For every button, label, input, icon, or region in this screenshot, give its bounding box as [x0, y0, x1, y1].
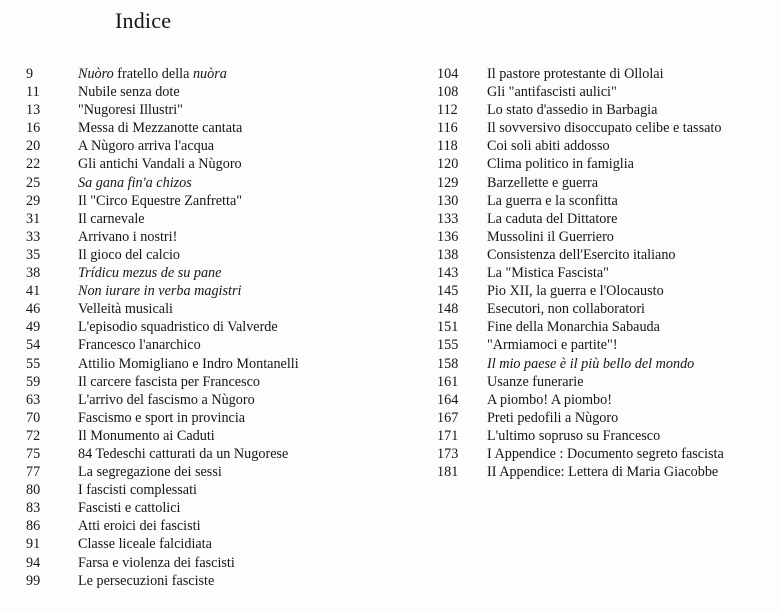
chapter-title-part: La caduta del Dittatore	[487, 210, 618, 227]
chapter-title-part: Classe liceale falcidiata	[78, 536, 212, 553]
chapter-title-part: Il Monumento ai Caduti	[78, 427, 215, 444]
chapter-title-part: I Appendice : Documento segreto fascista	[487, 445, 724, 462]
chapter-title	[487, 264, 609, 282]
chapter-title-part: Il mio paese è il più bello del mondo	[487, 355, 695, 372]
chapter-title	[78, 517, 201, 535]
chapter-title	[487, 137, 610, 155]
chapter-title-part: Il carcere fascista per Francesco	[78, 373, 260, 390]
chapter-title-part: Il pastore protestante di Ollolai	[487, 66, 664, 82]
page-number: 77	[26, 464, 41, 481]
toc-column-left	[26, 65, 416, 590]
toc-entry	[437, 246, 777, 264]
chapter-title	[487, 192, 618, 210]
chapter-title-part: Il sovversivo disoccupato celibe e tassato	[487, 120, 722, 137]
page-number: 20	[26, 138, 41, 155]
chapter-title-part: Farsa e violenza dei fascisti	[78, 554, 235, 571]
page-number: 120	[437, 156, 459, 173]
chapter-title	[487, 300, 645, 318]
page-title: Indice	[115, 8, 172, 33]
page-number: 143	[437, 265, 459, 282]
toc-entry	[437, 355, 777, 373]
page-number: 70	[26, 409, 41, 426]
chapter-title	[78, 355, 299, 373]
toc-entry	[437, 228, 777, 246]
chapter-title	[78, 228, 177, 246]
toc-entry	[26, 336, 416, 354]
chapter-title-part: La segregazione dei sessi	[78, 464, 222, 481]
chapter-title	[78, 119, 242, 137]
toc-entry	[437, 192, 777, 210]
toc-entry	[437, 373, 777, 391]
chapter-title-part: Gli "antifascisti aulici"	[487, 84, 617, 101]
toc-entry	[437, 391, 777, 409]
toc-entry	[437, 282, 777, 300]
chapter-title-part: Fascismo e sport in provincia	[78, 409, 246, 426]
chapter-title-part: Non iurare in verba magistri	[78, 283, 242, 300]
chapter-title	[78, 373, 260, 391]
chapter-title	[78, 445, 288, 463]
page-number: 112	[437, 102, 458, 119]
chapter-title-part: Mussolini il Guerriero	[487, 228, 614, 245]
chapter-title	[78, 409, 245, 427]
toc-entry	[26, 282, 416, 300]
toc-entry	[437, 318, 777, 336]
page-number: 72	[26, 427, 41, 444]
page-number: 11	[26, 84, 40, 101]
page-number: 55	[26, 355, 41, 372]
toc-entry	[26, 65, 416, 83]
chapter-title	[78, 137, 214, 155]
page-number: 33	[26, 228, 41, 245]
page-number: 41	[26, 283, 41, 300]
toc-entry	[26, 427, 416, 445]
chapter-title-part: La "Mistica Fascista"	[487, 265, 609, 282]
chapter-title	[78, 481, 197, 499]
chapter-title-part: Gli antichi Vandali a Nùgoro	[78, 156, 242, 173]
chapter-title-part: Trídicu mezus de su pane	[78, 265, 222, 282]
chapter-title	[78, 300, 173, 318]
toc-entry	[437, 155, 777, 173]
chapter-title-part: Lo stato d'assedio in Barbagia	[487, 102, 658, 119]
toc-entry	[437, 300, 777, 318]
chapter-title	[487, 246, 676, 264]
toc-entry	[437, 101, 777, 119]
chapter-title-part: Pio XII, la guerra e l'Olocausto	[487, 283, 664, 300]
page-number: 171	[437, 427, 459, 444]
chapter-title	[487, 210, 617, 228]
page-number: 54	[26, 337, 41, 354]
toc-entry	[26, 535, 416, 553]
chapter-title	[487, 409, 618, 427]
chapter-title-part: La guerra e la sconfitta	[487, 192, 618, 209]
toc-entry	[26, 517, 416, 535]
chapter-title	[78, 155, 242, 173]
toc-column-right	[437, 65, 777, 481]
page-number: 94	[26, 554, 41, 571]
toc-entry	[26, 463, 416, 481]
chapter-title-part: Il "Circo Equestre Zanfretta"	[78, 192, 243, 209]
chapter-title	[487, 355, 694, 373]
chapter-title-part: II Appendice: Lettera di Maria Giacobbe	[487, 464, 719, 481]
page-number: 49	[26, 319, 41, 336]
page-number: 86	[26, 518, 41, 535]
chapter-title-part: Fascisti e cattolici	[78, 500, 181, 517]
chapter-title	[78, 336, 201, 354]
page-number: 38	[26, 265, 41, 282]
toc-entry	[26, 300, 416, 318]
page-number: 164	[437, 391, 459, 408]
page-number: 130	[437, 192, 459, 209]
toc-entry	[437, 65, 777, 83]
chapter-title	[487, 373, 584, 391]
chapter-title-part: Attilio Momigliano e Indro Montanelli	[78, 355, 299, 372]
page-number: 35	[26, 246, 41, 263]
page-number: 75	[26, 445, 41, 462]
toc-entry	[26, 119, 416, 137]
toc-entry	[437, 119, 777, 137]
chapter-title-part: Esecutori, non collaboratori	[487, 301, 645, 318]
chapter-title-part: Francesco l'anarchico	[78, 337, 201, 354]
page-number: 16	[26, 120, 41, 137]
chapter-title	[78, 192, 242, 210]
toc-entry	[437, 210, 777, 228]
page-number: 83	[26, 500, 41, 517]
page-number: 118	[437, 138, 458, 155]
page-number: 13	[26, 102, 41, 119]
page-number: 138	[437, 246, 459, 263]
chapter-title	[78, 463, 222, 481]
page-number: 133	[437, 210, 459, 227]
page-number: 158	[437, 355, 459, 372]
toc-entry	[26, 355, 416, 373]
chapter-title-part: Le persecuzioni fasciste	[78, 572, 215, 589]
chapter-title	[78, 554, 235, 572]
chapter-title-part: Il carnevale	[78, 210, 145, 227]
chapter-title-part: Barzellette e guerra	[487, 174, 599, 191]
chapter-title-part: Messa di Mezzanotte cantata	[78, 120, 243, 137]
page-number: 181	[437, 464, 459, 481]
chapter-title	[487, 427, 660, 445]
page-number: 80	[26, 482, 41, 499]
toc-entry	[26, 499, 416, 517]
page-number: 9	[26, 66, 34, 82]
chapter-title-part: Velleità musicali	[78, 301, 173, 318]
chapter-title	[487, 174, 598, 192]
chapter-title	[78, 535, 212, 553]
chapter-title-part: A Nùgoro arriva l'acqua	[78, 138, 215, 155]
chapter-title	[487, 391, 612, 409]
page-number: 104	[437, 66, 459, 82]
chapter-title-part: Fine della Monarchia Sabauda	[487, 319, 660, 336]
chapter-title	[78, 391, 255, 409]
chapter-title-part: Nubile senza dote	[78, 84, 180, 101]
chapter-title	[78, 83, 180, 101]
toc-entry	[26, 264, 416, 282]
page-number: 63	[26, 391, 41, 408]
chapter-title-part: Clima politico in famiglia	[487, 156, 634, 173]
toc-entry	[26, 445, 416, 463]
toc-entry	[26, 192, 416, 210]
toc-entry	[437, 137, 777, 155]
page-number: 151	[437, 319, 459, 336]
toc-entry	[437, 463, 777, 481]
chapter-title-part: "Nugoresi Illustri"	[78, 102, 183, 119]
toc-entry	[437, 174, 777, 192]
page-number: 116	[437, 120, 458, 137]
chapter-title	[487, 318, 660, 336]
chapter-title	[487, 65, 664, 83]
chapter-title-part: I fascisti complessati	[78, 482, 197, 499]
toc-entry	[26, 137, 416, 155]
chapter-title	[78, 499, 180, 517]
chapter-title-part: L'episodio squadristico di Valverde	[78, 319, 278, 336]
toc-entry	[26, 318, 416, 336]
chapter-title	[487, 445, 724, 463]
chapter-title	[78, 318, 278, 336]
toc-entry	[26, 174, 416, 192]
chapter-title	[78, 427, 215, 445]
toc-entry	[26, 228, 416, 246]
page-number: 25	[26, 174, 41, 191]
toc-entry	[26, 83, 416, 101]
toc-entry	[437, 409, 777, 427]
chapter-title-part: Sa gana fin'a chizos	[78, 174, 192, 191]
page-number: 161	[437, 373, 459, 390]
chapter-title-part: Atti eroici dei fascisti	[78, 518, 201, 535]
page-number: 46	[26, 301, 41, 318]
page-number: 91	[26, 536, 41, 553]
chapter-title	[78, 174, 192, 192]
chapter-title	[78, 210, 145, 228]
chapter-title	[487, 155, 634, 173]
chapter-title-part: Usanze funerarie	[487, 373, 584, 390]
chapter-title-part: Il gioco del calcio	[78, 246, 181, 263]
chapter-title	[78, 264, 221, 282]
toc-entry	[437, 83, 777, 101]
chapter-title-part: Coi soli abiti addosso	[487, 138, 610, 155]
toc-entry	[26, 246, 416, 264]
chapter-title-part: 84 Tedeschi catturati da un Nugorese	[78, 445, 289, 462]
chapter-title	[487, 336, 618, 354]
toc-entry	[26, 409, 416, 427]
page-number: 129	[437, 174, 459, 191]
chapter-title-part: Nuòro	[78, 66, 114, 82]
toc-entry	[437, 445, 777, 463]
toc-entry	[26, 373, 416, 391]
toc-entry	[26, 572, 416, 590]
chapter-title	[487, 282, 664, 300]
chapter-title-part: "Armiamoci e partite"!	[487, 337, 618, 354]
toc-entry	[437, 336, 777, 354]
page-number: 136	[437, 228, 459, 245]
chapter-title	[78, 246, 180, 264]
chapter-title	[487, 83, 617, 101]
chapter-title-part: Preti pedofili a Nùgoro	[487, 409, 619, 426]
toc-entry	[26, 210, 416, 228]
chapter-title-part: Consistenza dell'Esercito italiano	[487, 246, 676, 263]
chapter-title-part: L'ultimo sopruso su Francesco	[487, 427, 661, 444]
toc-entry	[437, 264, 777, 282]
toc-entry	[26, 554, 416, 572]
chapter-title-part: Arrivano i nostri!	[78, 228, 178, 245]
chapter-title	[487, 119, 721, 137]
toc-entry	[26, 101, 416, 119]
chapter-title	[487, 101, 657, 119]
chapter-title	[78, 572, 214, 590]
page-number: 31	[26, 210, 41, 227]
page-number: 108	[437, 84, 459, 101]
chapter-title-part: L'arrivo del fascismo a Nùgoro	[78, 391, 255, 408]
page-number: 173	[437, 445, 459, 462]
page-number: 145	[437, 283, 459, 300]
page-number: 99	[26, 572, 41, 589]
page-number: 22	[26, 156, 41, 173]
page-number: 59	[26, 373, 41, 390]
page-number: 155	[437, 337, 459, 354]
toc-entry	[437, 427, 777, 445]
chapter-title	[78, 65, 227, 83]
page-number: 29	[26, 192, 41, 209]
chapter-title-part: A piombo! A piombo!	[487, 391, 612, 408]
page-number: 148	[437, 301, 459, 318]
page-number: 167	[437, 409, 459, 426]
chapter-title	[487, 463, 718, 481]
toc-entry	[26, 155, 416, 173]
chapter-title	[78, 101, 183, 119]
toc-entry	[26, 481, 416, 499]
chapter-title-part: fratello della	[113, 66, 193, 82]
chapter-title	[78, 282, 241, 300]
chapter-title	[487, 228, 614, 246]
chapter-title-part: nuòra	[192, 66, 227, 82]
toc-entry	[26, 391, 416, 409]
